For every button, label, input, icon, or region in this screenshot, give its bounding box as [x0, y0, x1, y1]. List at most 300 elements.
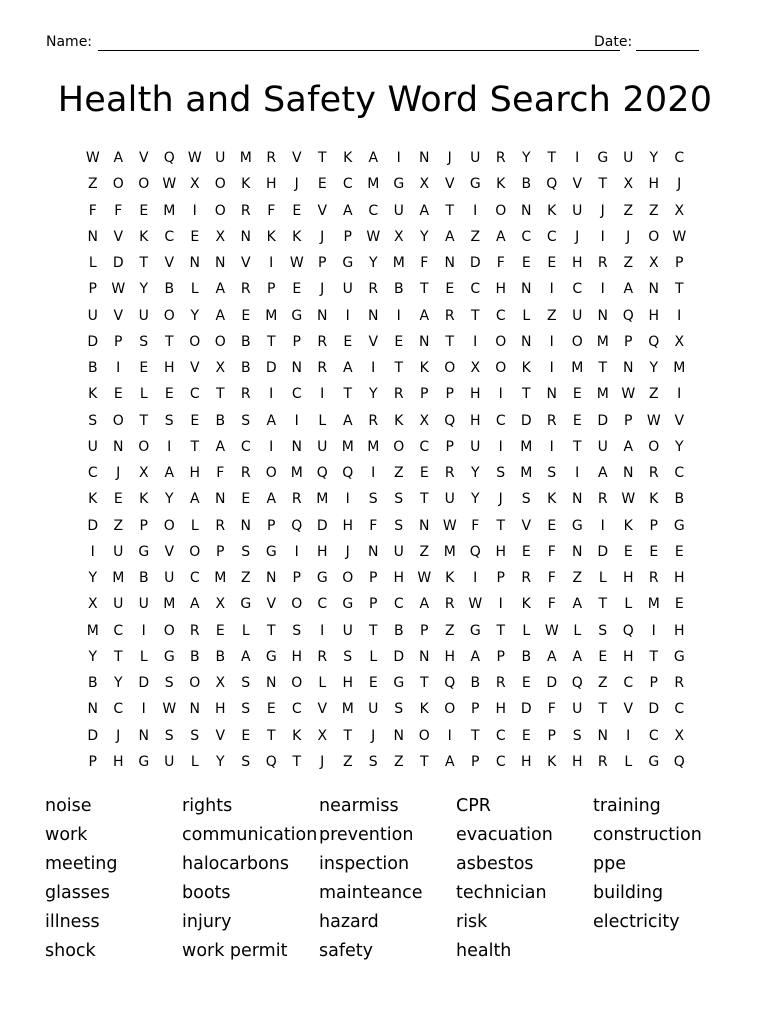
grid-cell[interactable]: Q [622, 307, 634, 324]
grid-cell[interactable]: A [342, 360, 353, 376]
grid-cell[interactable]: N [138, 727, 149, 744]
grid-cell[interactable]: R [495, 150, 506, 166]
grid-cell[interactable]: I [192, 202, 197, 219]
grid-cell[interactable]: G [571, 517, 583, 534]
grid-cell[interactable]: I [600, 517, 605, 534]
grid-cell[interactable]: D [546, 675, 558, 691]
grid-cell[interactable]: C [495, 753, 506, 770]
grid-cell[interactable]: U [138, 596, 149, 613]
grid-cell[interactable]: H [342, 517, 354, 534]
grid-cell[interactable]: B [87, 675, 98, 691]
grid-cell[interactable]: V [266, 596, 277, 613]
grid-cell[interactable]: O [214, 202, 226, 219]
grid-cell[interactable]: K [547, 491, 557, 508]
grid-cell[interactable]: A [215, 307, 226, 324]
grid-cell[interactable]: E [368, 675, 378, 691]
grid-cell[interactable]: A [215, 281, 226, 298]
grid-cell[interactable]: P [88, 753, 97, 770]
grid-cell[interactable]: R [393, 386, 404, 403]
grid-cell[interactable]: O [418, 727, 430, 744]
grid-cell[interactable]: N [623, 465, 634, 481]
grid-cell[interactable]: A [342, 412, 353, 429]
grid-cell[interactable]: C [240, 438, 251, 455]
grid-cell[interactable]: N [266, 675, 277, 691]
grid-cell[interactable]: Y [88, 648, 98, 665]
grid-cell[interactable]: E [266, 701, 276, 718]
grid-cell[interactable]: S [88, 412, 98, 429]
grid-cell[interactable]: B [215, 412, 226, 429]
grid-cell[interactable]: J [626, 228, 631, 245]
grid-cell[interactable]: J [345, 543, 350, 560]
grid-cell[interactable]: N [419, 648, 430, 665]
grid-cell[interactable]: Z [572, 570, 583, 586]
grid-cell[interactable]: C [674, 465, 685, 481]
grid-cell[interactable]: U [317, 438, 328, 455]
grid-cell[interactable]: R [444, 307, 455, 324]
grid-cell[interactable]: R [240, 386, 251, 403]
grid-cell[interactable]: P [445, 386, 454, 403]
grid-cell[interactable]: I [473, 333, 478, 350]
grid-cell[interactable]: Y [674, 438, 684, 455]
grid-cell[interactable]: C [470, 281, 481, 298]
grid-cell[interactable]: X [393, 228, 404, 245]
grid-cell[interactable]: E [292, 202, 302, 219]
grid-cell[interactable]: V [444, 176, 455, 193]
grid-cell[interactable]: T [419, 281, 429, 298]
grid-cell[interactable]: Y [113, 675, 123, 691]
grid-cell[interactable]: R [189, 622, 200, 639]
grid-cell[interactable]: A [597, 465, 608, 481]
grid-cell[interactable]: P [292, 333, 301, 350]
grid-cell[interactable]: E [190, 412, 200, 429]
grid-cell[interactable]: I [320, 622, 325, 639]
grid-cell[interactable]: G [393, 176, 405, 193]
grid-cell[interactable]: Q [316, 465, 328, 481]
grid-cell[interactable]: H [342, 675, 354, 691]
grid-cell[interactable]: P [675, 255, 684, 271]
grid-cell[interactable]: U [597, 438, 608, 455]
grid-cell[interactable]: P [139, 517, 148, 534]
grid-cell[interactable]: C [495, 412, 506, 429]
grid-cell[interactable]: I [90, 543, 95, 560]
grid-cell[interactable]: I [677, 307, 682, 324]
grid-cell[interactable]: Q [648, 333, 660, 350]
grid-cell[interactable]: S [164, 412, 174, 429]
grid-cell[interactable]: F [547, 596, 556, 613]
grid-cell[interactable]: E [674, 543, 684, 560]
grid-cell[interactable]: N [521, 333, 532, 350]
grid-cell[interactable]: U [138, 307, 149, 324]
grid-cell[interactable]: G [138, 543, 150, 560]
grid-cell[interactable]: G [163, 648, 175, 665]
grid-cell[interactable]: P [318, 255, 327, 271]
grid-cell[interactable]: K [343, 150, 353, 166]
grid-cell[interactable]: K [266, 228, 276, 245]
grid-cell[interactable]: A [419, 307, 430, 324]
grid-cell[interactable]: M [290, 465, 303, 481]
grid-cell[interactable]: H [393, 570, 405, 586]
grid-cell[interactable]: T [572, 438, 582, 455]
grid-cell[interactable]: S [164, 727, 174, 744]
grid-cell[interactable]: G [648, 753, 660, 770]
grid-cell[interactable]: S [292, 622, 302, 639]
grid-cell[interactable]: R [444, 465, 455, 481]
date-input-line[interactable] [636, 50, 699, 51]
grid-cell[interactable]: D [469, 255, 481, 271]
grid-cell[interactable]: I [549, 438, 554, 455]
grid-cell[interactable]: I [447, 727, 452, 744]
grid-cell[interactable]: K [88, 491, 98, 508]
grid-cell[interactable]: P [88, 281, 97, 298]
grid-cell[interactable]: H [648, 176, 660, 193]
grid-cell[interactable]: E [419, 465, 429, 481]
grid-cell[interactable]: O [495, 360, 507, 376]
grid-cell[interactable]: M [214, 570, 227, 586]
grid-cell[interactable]: E [521, 675, 531, 691]
grid-cell[interactable]: L [522, 622, 531, 639]
grid-cell[interactable]: N [368, 543, 379, 560]
grid-cell[interactable]: P [267, 517, 276, 534]
grid-cell[interactable]: P [547, 727, 556, 744]
grid-cell[interactable]: O [444, 360, 456, 376]
grid-cell[interactable]: L [369, 648, 378, 665]
grid-cell[interactable]: T [317, 150, 327, 166]
grid-cell[interactable]: M [341, 438, 354, 455]
grid-cell[interactable]: C [674, 150, 685, 166]
grid-cell[interactable]: N [546, 386, 557, 403]
grid-cell[interactable]: A [419, 596, 430, 613]
grid-cell[interactable]: Z [393, 753, 404, 770]
grid-cell[interactable]: Z [240, 570, 251, 586]
grid-cell[interactable]: U [342, 281, 353, 298]
grid-cell[interactable]: M [571, 360, 584, 376]
grid-cell[interactable]: T [674, 281, 684, 298]
grid-cell[interactable]: S [521, 491, 531, 508]
grid-cell[interactable]: I [473, 570, 478, 586]
grid-cell[interactable]: I [396, 307, 401, 324]
grid-cell[interactable]: L [624, 596, 633, 613]
grid-cell[interactable]: O [444, 701, 456, 718]
grid-cell[interactable]: D [597, 412, 609, 429]
grid-cell[interactable]: Z [546, 307, 557, 324]
grid-cell[interactable]: H [214, 701, 226, 718]
grid-cell[interactable]: Y [164, 491, 174, 508]
grid-cell[interactable]: R [317, 360, 328, 376]
grid-cell[interactable]: F [547, 570, 556, 586]
grid-cell[interactable]: A [546, 648, 557, 665]
grid-cell[interactable]: V [368, 333, 379, 350]
grid-cell[interactable]: U [623, 150, 634, 166]
grid-cell[interactable]: D [87, 517, 99, 534]
grid-cell[interactable]: A [164, 465, 175, 481]
grid-cell[interactable]: Q [571, 675, 583, 691]
grid-cell[interactable]: G [138, 753, 150, 770]
grid-cell[interactable]: M [520, 438, 533, 455]
grid-cell[interactable]: X [674, 202, 685, 219]
grid-cell[interactable]: N [521, 281, 532, 298]
grid-cell[interactable]: F [369, 517, 378, 534]
grid-cell[interactable]: E [317, 176, 327, 193]
grid-cell[interactable]: C [648, 727, 659, 744]
grid-cell[interactable]: T [164, 333, 174, 350]
grid-cell[interactable]: Y [190, 307, 200, 324]
grid-cell[interactable]: M [443, 543, 456, 560]
grid-cell[interactable]: N [266, 570, 277, 586]
grid-cell[interactable]: Q [673, 753, 685, 770]
grid-cell[interactable]: O [214, 333, 226, 350]
grid-cell[interactable]: A [470, 648, 481, 665]
grid-cell[interactable]: R [546, 412, 557, 429]
grid-cell[interactable]: S [241, 543, 251, 560]
grid-cell[interactable]: H [265, 176, 277, 193]
grid-cell[interactable]: R [495, 675, 506, 691]
grid-cell[interactable]: B [393, 622, 404, 639]
grid-cell[interactable]: W [672, 228, 687, 245]
grid-cell[interactable]: T [496, 517, 506, 534]
grid-cell[interactable]: U [470, 150, 481, 166]
grid-cell[interactable]: R [291, 491, 302, 508]
grid-cell[interactable]: V [317, 202, 328, 219]
grid-cell[interactable]: G [469, 622, 481, 639]
grid-cell[interactable]: A [419, 202, 430, 219]
grid-cell[interactable]: N [521, 202, 532, 219]
grid-cell[interactable]: H [112, 753, 124, 770]
grid-cell[interactable]: F [216, 465, 225, 481]
grid-cell[interactable]: D [316, 517, 328, 534]
grid-cell[interactable]: B [240, 360, 251, 376]
grid-cell[interactable]: X [648, 255, 659, 271]
grid-cell[interactable]: Q [469, 543, 481, 560]
grid-cell[interactable]: M [367, 438, 380, 455]
grid-cell[interactable]: I [651, 622, 656, 639]
grid-cell[interactable]: E [241, 727, 251, 744]
grid-cell[interactable]: F [547, 543, 556, 560]
grid-cell[interactable]: W [646, 412, 661, 429]
grid-cell[interactable]: G [469, 176, 481, 193]
grid-cell[interactable]: B [164, 281, 175, 298]
grid-cell[interactable]: I [294, 543, 299, 560]
grid-cell[interactable]: Y [215, 753, 225, 770]
grid-cell[interactable]: K [139, 491, 149, 508]
grid-cell[interactable]: A [189, 596, 200, 613]
grid-cell[interactable]: H [469, 386, 481, 403]
grid-cell[interactable]: Q [342, 465, 354, 481]
grid-cell[interactable]: I [473, 202, 478, 219]
grid-cell[interactable]: G [342, 596, 354, 613]
grid-cell[interactable]: E [445, 281, 455, 298]
grid-cell[interactable]: W [442, 517, 457, 534]
grid-cell[interactable]: T [343, 727, 353, 744]
grid-cell[interactable]: T [394, 360, 404, 376]
grid-cell[interactable]: M [392, 255, 405, 271]
grid-cell[interactable]: T [368, 622, 378, 639]
grid-cell[interactable]: F [420, 255, 429, 271]
grid-cell[interactable]: Z [113, 517, 124, 534]
grid-cell[interactable]: I [371, 360, 376, 376]
grid-cell[interactable]: L [139, 386, 148, 403]
grid-cell[interactable]: S [241, 412, 251, 429]
grid-cell[interactable]: U [444, 491, 455, 508]
grid-cell[interactable]: M [367, 176, 380, 193]
grid-cell[interactable]: I [141, 701, 146, 718]
grid-cell[interactable]: H [444, 648, 456, 665]
grid-cell[interactable]: O [648, 228, 660, 245]
grid-cell[interactable]: U [393, 202, 404, 219]
grid-cell[interactable]: C [521, 228, 532, 245]
grid-cell[interactable]: F [114, 202, 123, 219]
grid-cell[interactable]: I [549, 360, 554, 376]
grid-cell[interactable]: O [495, 202, 507, 219]
grid-cell[interactable]: W [468, 596, 483, 613]
grid-cell[interactable]: W [621, 491, 636, 508]
grid-cell[interactable]: X [317, 727, 328, 744]
grid-cell[interactable]: C [572, 281, 583, 298]
grid-cell[interactable]: U [215, 150, 226, 166]
grid-cell[interactable]: X [623, 176, 634, 193]
grid-cell[interactable]: E [394, 333, 404, 350]
grid-cell[interactable]: H [673, 622, 685, 639]
grid-cell[interactable]: U [113, 596, 124, 613]
grid-cell[interactable]: R [240, 465, 251, 481]
grid-cell[interactable]: G [291, 307, 303, 324]
grid-cell[interactable]: B [138, 570, 149, 586]
grid-cell[interactable]: B [674, 491, 685, 508]
grid-cell[interactable]: P [369, 596, 378, 613]
grid-cell[interactable]: I [345, 491, 350, 508]
grid-cell[interactable]: I [677, 386, 682, 403]
grid-cell[interactable]: E [190, 228, 200, 245]
grid-cell[interactable]: G [265, 543, 277, 560]
grid-cell[interactable]: G [673, 648, 685, 665]
grid-cell[interactable]: S [572, 727, 582, 744]
grid-cell[interactable]: S [368, 491, 378, 508]
grid-cell[interactable]: H [622, 570, 634, 586]
grid-cell[interactable]: R [266, 150, 277, 166]
grid-cell[interactable]: Z [419, 543, 430, 560]
grid-cell[interactable]: T [598, 360, 608, 376]
grid-cell[interactable]: V [138, 150, 149, 166]
grid-cell[interactable]: C [291, 701, 302, 718]
grid-cell[interactable]: X [470, 360, 481, 376]
grid-cell[interactable]: N [113, 438, 124, 455]
grid-cell[interactable]: A [572, 596, 583, 613]
grid-cell[interactable]: F [267, 202, 276, 219]
grid-cell[interactable]: R [368, 412, 379, 429]
grid-cell[interactable]: A [444, 753, 455, 770]
grid-cell[interactable]: D [112, 255, 124, 271]
grid-cell[interactable]: P [369, 570, 378, 586]
grid-cell[interactable]: C [342, 176, 353, 193]
grid-cell[interactable]: P [445, 438, 454, 455]
grid-cell[interactable]: K [521, 360, 531, 376]
grid-cell[interactable]: T [598, 596, 608, 613]
grid-cell[interactable]: R [597, 753, 608, 770]
grid-cell[interactable]: Q [622, 622, 634, 639]
grid-cell[interactable]: Z [623, 202, 634, 219]
grid-cell[interactable]: E [623, 543, 633, 560]
grid-cell[interactable]: S [164, 675, 174, 691]
grid-cell[interactable]: H [673, 570, 685, 586]
grid-cell[interactable]: E [521, 255, 531, 271]
grid-cell[interactable]: W [621, 386, 636, 403]
grid-cell[interactable]: I [498, 596, 503, 613]
grid-cell[interactable]: R [521, 570, 532, 586]
grid-cell[interactable]: V [674, 412, 685, 429]
grid-cell[interactable]: C [546, 228, 557, 245]
grid-cell[interactable]: O [112, 412, 124, 429]
grid-cell[interactable]: M [112, 570, 125, 586]
grid-cell[interactable]: Q [291, 517, 303, 534]
grid-cell[interactable]: U [572, 202, 583, 219]
grid-cell[interactable]: K [419, 701, 429, 718]
grid-cell[interactable]: P [292, 570, 301, 586]
grid-cell[interactable]: K [496, 176, 506, 193]
grid-cell[interactable]: A [444, 228, 455, 245]
grid-cell[interactable]: Q [444, 412, 456, 429]
grid-cell[interactable]: U [164, 753, 175, 770]
grid-cell[interactable]: I [549, 281, 554, 298]
grid-cell[interactable]: Y [521, 150, 531, 166]
grid-cell[interactable]: O [163, 517, 175, 534]
grid-cell[interactable]: X [419, 412, 430, 429]
grid-cell[interactable]: N [189, 255, 200, 271]
grid-cell[interactable]: H [571, 753, 583, 770]
grid-cell[interactable]: Z [393, 465, 404, 481]
grid-cell[interactable]: K [521, 596, 531, 613]
grid-cell[interactable]: H [291, 648, 303, 665]
grid-cell[interactable]: Y [368, 255, 378, 271]
grid-cell[interactable]: W [289, 255, 304, 271]
grid-cell[interactable]: J [575, 228, 580, 245]
grid-cell[interactable]: I [345, 307, 350, 324]
grid-cell[interactable]: D [597, 543, 609, 560]
grid-cell[interactable]: P [420, 386, 429, 403]
grid-cell[interactable]: I [269, 438, 274, 455]
grid-cell[interactable]: Q [265, 753, 277, 770]
grid-cell[interactable]: E [113, 386, 123, 403]
grid-cell[interactable]: L [241, 622, 250, 639]
grid-cell[interactable]: E [139, 360, 149, 376]
grid-cell[interactable]: B [521, 176, 532, 193]
grid-cell[interactable]: I [549, 333, 554, 350]
grid-cell[interactable]: H [469, 412, 481, 429]
grid-cell[interactable]: K [419, 360, 429, 376]
grid-cell[interactable]: V [113, 228, 124, 245]
grid-cell[interactable]: A [240, 648, 251, 665]
grid-cell[interactable]: H [316, 543, 328, 560]
grid-cell[interactable]: Z [342, 753, 353, 770]
grid-cell[interactable]: R [597, 491, 608, 508]
grid-cell[interactable]: V [164, 543, 175, 560]
grid-cell[interactable]: V [113, 307, 124, 324]
grid-cell[interactable]: Q [546, 176, 558, 193]
grid-cell[interactable]: T [496, 622, 506, 639]
grid-cell[interactable]: C [623, 675, 634, 691]
grid-cell[interactable]: P [649, 675, 658, 691]
grid-cell[interactable]: N [648, 281, 659, 298]
grid-cell[interactable]: U [572, 701, 583, 718]
grid-cell[interactable]: G [240, 596, 252, 613]
grid-cell[interactable]: L [624, 753, 633, 770]
grid-cell[interactable]: B [87, 360, 98, 376]
grid-cell[interactable]: J [320, 281, 325, 298]
grid-cell[interactable]: T [139, 412, 149, 429]
grid-cell[interactable]: T [343, 386, 353, 403]
grid-cell[interactable]: N [189, 701, 200, 718]
grid-cell[interactable]: N [87, 701, 98, 718]
grid-cell[interactable]: I [371, 465, 376, 481]
grid-cell[interactable]: L [522, 307, 531, 324]
